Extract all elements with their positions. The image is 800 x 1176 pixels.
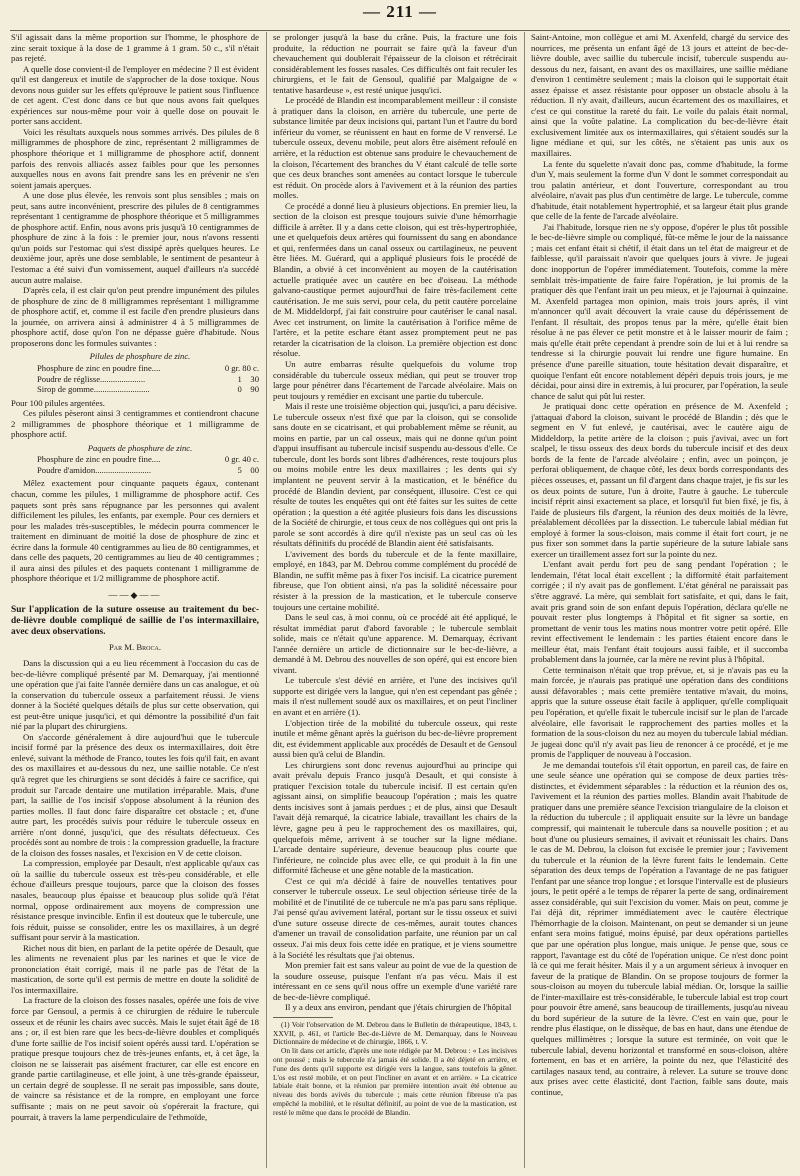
paragraph: Saint-Antoine, mon collègue et ami M. Axenfeld, chargé du service des nourrices, me présenta un enfant âgé de 13 jours et atteint de bec-de-lièvre double, avec saillie du tubercule incisif, tubercule suspendu au-dessous du nez, faisant, en avant des os maxillaires, une saillie médiane d'environ 1 centimètre seulement ; mais la cloison qui le supportait était assez épaisse et assez résistante pour opposer un obstacle absolu à la réduction. Il n'y avait, d'ailleurs, aucun écartement des os maxillaires, et c'est ce qui constitue la rareté du fait. Le voile du palais était normal, ainsi que la voûte palatine. La complication du bec-de-lièvre était exclusivement limitée aux os intermaxillaires, qui s'étaient soudés sur la ligne médiane et qui, sur les côtés, ne s'étaient pas unis aux os maxillaires. — [531, 32, 788, 159]
article-title: Sur l'application de la suture osseuse au traitement du bec-de-lièvre double compliqué de saillie de l'os intermaxillaire, avec deux observations. — [11, 605, 259, 638]
paragraph: C'est ce qui m'a décidé à faire de nouvelles tentatives pour conserver le tubercule osseux. Le seul objection sérieuse tirée de la mobilité et de l'inutilité de ce tubercule ne m'a pas paru sans réplique. J'ai pensé qu'au avivement latéral, portant sur le tissu osseux et suivi d'une suture osseuse directe de ces-mêmes, aurait toutes chances d'amener un travail de consolidation parfaite, une réunion par un cal osseux. J'ai mis deux fois cette idée en pratique, et je viens soumettre à la Société les résultats que j'ai obtenus. — [273, 875, 517, 960]
footnote: On lit dans cet article, d'après une note rédigée par M. Debrou : « Les incisives ont poussé ; mais le tubercule n'a jamais été solide. Il a été déjeté en arrière, et l'une des dents qu'il supporte est dirigée vers la langue, sans toutefois la gêner. L'os est resté mobile, et on peut l'incliner en avant et en arrière. » La cicatrice labiale était bonne, et la réunion par première intention avait été obtenue au niveau des bords avivés du tubercule ; mais cette réunion fibreuse n'a pas empêché la mobilité, et le résultat définitif, au point de vue de la mastication, est resté le même que dans le procédé de Blandin. — [273, 1046, 517, 1117]
ingredient-name: Poudre de réglisse..................... — [37, 373, 146, 384]
paragraph: Le procédé de Blandin est incomparablement meilleur : il consiste à pratiquer dans la cloison, en arrière du tubercule, une perte de substance limitée par deux incisions qui, partant l'un et l'autre du bord inférieur du vomer, se réunissent en haut en forme de V renversé. Le tubercule osseux, devenu mobile, peut alors être aisément refoulé en arrière, et la réduction est obtenue sans produire le chevauchement de la cloison, l'écartement des branches du V étant calculé de telle sorte que ces deux branches sont amenées au contact lorsque le tubercule est réduit. On procède alors à l'avivement et à la réunion des parties molles. — [273, 95, 517, 201]
paragraph: La compression, employée par Desault, n'est applicable qu'aux cas où la saillie du tubercule osseux est très-peu considérable, et elle échoue d'ailleurs presque toujours, parce que la cloison des fosses nasales, beaucoup plus épaisse et beaucoup plus solide qu'à l'état normal, oppose ordinairement aux moyens de compression une résistance presque invincible. Enfin il est douteux que le tubercule, une fois réduit, puisse se consolider, entre les os maxillaires, à un degré suffisant pour servir à la mastication. — [11, 858, 259, 943]
paragraph: Les chirurgiens sont donc revenus aujourd'hui au principe qui avait prévalu depuis Franco jusqu'à Desault, et qui consiste à pratiquer l'excision totale du tubercule incisif. Il est certain qu'en agissant ainsi, on simplifie beaucoup l'opération ; mais les quatre dents incisives sont à jamais perdues ; et de plus, ainsi que Desault l'avait déjà remarqué, la cicatrice labiale, travaillant les chairs de la lèvre, gagne peu à peu le rapprochement des os maxillaires, qui, quelquefois même, arrivent à se toucher sur la ligne médiane. L'arcade dentaire supérieure, devenue beaucoup plus courte que l'inférieure, ne coïncide plus avec elle, ce qui produit à la fin une difformité fâcheuse et une gêne notable de la mastication. — [273, 759, 517, 876]
paragraph: L'objection tirée de la mobilité du tubercule osseux, qui reste inutile et même gênant après la guérison du bec-de-lièvre proprement dit, est évidemment applicable aux procédés de Desault et de Gensoul aussi bien qu'à celui de Blandin. — [273, 717, 517, 760]
paragraph: L'avivement des bords du tubercule et de la fente maxillaire, employé, en 1843, par M. Debrou comme complément du procédé de Blandin, ne suffit même pas à fixer l'os incisif. La cicatrice purement fibreuse, que l'on obtient ainsi, n'a pas la solidité nécessaire pour résister à la pression de la mastication, et le tubercule conserve toujours une certaine mobilité. — [273, 548, 517, 612]
ingredient-name: Phosphure de zinc en poudre fine.... — [37, 362, 161, 373]
paragraph: Richet nous dit bien, en parlant de la petite opérée de Desault, que les aliments ne revenaient plus par les narines et que le vice de prononciation était corrigé, mais il ne parle pas de l'état de la mastication, de sorte qu'il est permis de mettre en doute la solidité de l'os intermaxillaire. — [11, 942, 259, 995]
paragraph: Ces pilules pèseront ainsi 3 centigrammes et contiendront chacune 2 milligrammes de phosphore théorique et 1 milligramme de phosphore actif. — [11, 408, 259, 440]
paragraph: S'il agissait dans la même proportion sur l'homme, le phosphore de zinc serait toxique à la dose de 1 gramme à 1 gram. 50 c., s'il n'était pas rejeté. — [11, 32, 259, 64]
column-middle — [273, 32, 517, 1170]
column-rule-right — [524, 32, 525, 1168]
ornament-divider: ——◆—— — [108, 589, 162, 600]
paragraph: Le tubercule s'est dévié en arrière, et l'une des incisives qu'il supporte est dirigée vers la langue, qui n'en est cependant pas gênée ; mais il n'est nullement soudé aux os maxillaires, et on peut l'incliner en avant et en arrière (1). — [273, 675, 517, 717]
paragraph: Cette terminaison n'était que trop prévue, et, si je n'avais pas eu la main forcée, je n'aurais pas pratiqué une opération dans des conditions aussi défavorables ; mais cette première tentative m'avait, du moins, appris que la suture osseuse était facile à appliquer, qu'elle compliquait peu l'opération, et qu'elle fixait le tubercule incisif sur le plan de l'arcade alvéolaire, elle favorisait le rapprochement des parties molles et la formation de la sous-cloison du nez au moyen du tubercule labial médian. Je jugeai donc qu'il n'y avait pas lieu de renoncer à ce procédé, et je me promis de l'appliquer de nouveau à l'occasion. — [531, 664, 788, 760]
paragraph: Un autre embarras résulte quelquefois du volume trop considérable du tubercule osseux médian, qui peut se trouver trop large pour pénétrer dans l'écartement de l'arcade alvéolaire. Mais on peut toujours y remédier en excisant une partie du tubercule. — [273, 358, 517, 401]
paragraph: Dans le seul cas, à moi connu, où ce procédé ait été appliqué, le résultat immédiat parut d'abord favorable ; le tubercule semblait solide, mais ce n'était qu'une apparence. M. Demarquay, écrivant l'année dernière un article de dictionnaire sur le bec-de-lièvre, a demandé à M. Debrou des nouvelles de son opéré, qui est encore bien vivant. — [273, 612, 517, 675]
formula-row — [21, 363, 259, 374]
paragraph: Mêlez exactement pour cinquante paquets égaux, contenant chacun, comme les pilules, 1 milligramme de phosphore actif. Ces paquets sont près sans répugnance par les personnes qui avalent difficilement les pilules, les enfants, par exemple. Pour ces derniers et pour les malades très-susceptibles, le médecin pourra commencer le traitement en diminuant de moitié la dose de phosphure de zinc et écrire dans la formule 40 centigrammes au lieu de 80 centigrammes, et dans celle des paquets, 20 centigrammes au lieu de 40 centigrammes ; il aura ainsi des pilules et des paquets contenant 1 milligramme de phosphore théorique et 1/2 milligramme de phosphore actif. — [11, 478, 259, 584]
footnote-rule — [273, 1017, 333, 1018]
ingredient-name: Phosphure de zinc en poudre fine.... — [37, 454, 161, 465]
formula-row — [21, 454, 259, 465]
page-number: — 211 — — [362, 2, 438, 21]
paragraph: Il y a deux ans environ, pendant que j'étais chirurgien de l'hôpital — [285, 1002, 512, 1013]
ingredient-qty: 0 gr. 40 c. — [224, 454, 259, 465]
column-right — [531, 32, 788, 1170]
article-author: Par M. Broca. — [108, 642, 162, 653]
paragraph: La fracture de la cloison des fosses nasales, opérée une fois de vive force par Gensoul, a permis à ce chirurgien de réduire le tubercule osseux et de réunir les chairs avec succès. Mais le sujet était âgé de 18 ans ; or, il est bien rare que les becs-de-lièvre doubles et compliqués d'une forte saillie de l'os incisif soient opérés aussi tard. L'opération se pratique presque toujours chez de très-jeunes enfants, et, à cet âge, la cloison ne se laisserait pas aisément fracturer, car elle est encore en grande partie cartilagineuse, et elle joint, à une très-grande épaisseur, un certain degré de souplesse. Il ne serait pas impossible, sans doute, de vaincre sa résistance et de la rompre, en employant une force suffisante ; mais on ne peut savoir où s'opérerait la fracture, qui pourrait, à travers la lame perpendiculaire de l'ethmoïde, — [11, 995, 259, 1122]
paragraph: J'ai l'habitude, lorsque rien ne s'y oppose, d'opérer le plus tôt possible le bec-de-lièvre simple ou compliqué, fût-ce même le jour de la naissance ; mais cet enfant était si chétif, il était dans un tel état de maigreur et de faiblesse, qu'il paraissait n'avoir que quelques jours à vivre. Je jugeai donc inopportun de l'opérer immédiatement. Toutefois, comme la mère semblait très-impatiente de faire faire l'opération, je lui promis de la pratiquer dès que l'enfant irait un peu mieux, et je l'ajournai à quinzaine. M. Axenfeld partagea mon opinion, mais trois jours après, il vint m'annoncer qu'il avait découvert la vraie cause du dépérissement de l'enfant. Il résultait, des propos tenus par la mère, qu'elle était bien résolue à ne pas élever ce petit monstre et à le laisser mourir de faim ; mais qu'elle était prête cependant à prendre soin de lui et à lui rendre sa tendresse si la chirurgie pouvait lui rendre une figure humaine. En présence d'une pareille situation, toute hésitation devait disparaître, et quoique l'enfant eût encore notablement dépéri depuis trois jours, je me décidai, pour ainsi dire in extremis, à lui procurer, par l'opération, la seule chance de salut qui pût lui rester. — [531, 221, 788, 401]
paragraph: On s'accorde généralement à dire aujourd'hui que le tubercule incisif formé par la présence des deux os intermaxillaires, doit être enlevé, suivant la méthode de Franco, toutes les fois qu'il fait, en avant des os maxillaires et au-dessous du nez, une saillie notable. Ce n'est qu'à regret que les chirurgiens se sont décidés à faire ce sacrifice, qui produit sur l'arcade dentaire une mutilation irréparable. Mais, d'une part, la saillie de l'os incisif s'oppose absolument à la réunion des parties molles. Il faut donc faire disparaître cet obstacle ; et, d'une autre part, les procédés suivis pour réduire le tubercule osseux en arrière n'ont donné, jusqu'ici, que des résultats défectueux. Ces procédés sont au nombre de trois : la compression graduelle, la fracture de la cloison des fosses nasales, et l'excision en V de cette cloison. — [11, 731, 259, 858]
paragraph: A quelle dose convient-il de l'employer en médecine ? Il est évident qu'il est dangereux et inutile de s'approcher de la dose toxique. Nous devons nous guider sur les effets qu'éprouve le patient sous l'influence de cet agent. C'est donc dans ce but que nous avons fait quelques expériences sur nous-même pour voir à quelle dose on pouvait le porter sans accident. — [11, 63, 259, 127]
paragraph: Dans la discussion qui a eu lieu récemment à l'occasion du cas de bec-de-lièvre compliqué présenté par M. Demarquay, j'ai mentionné une opération que j'ai faite l'année dernière dans un cas analogue, et où la conservation du tubercule osseux a parfaitement réussi. Je viens donner à la Société quelques détails de plus sur cette observation, qui est peut-être unique jusqu'ici, et qui démontre la possibilité d'un fait nié par la plupart des chirurgiens. — [11, 657, 259, 732]
formula-pills — [21, 351, 259, 394]
ingredient-name: Poudre d'amidon.......................... — [37, 464, 151, 475]
ingredient-name: Sirop de gomme.......................... — [37, 384, 150, 395]
footnote: (1) Voir l'observation de M. Debrou dans le Bulletin de thérapeutique, 1843, t. XXVII, p. 461, et l'article Bec-de-Lièvre de M. Demarquay, dans le Nouveau Dictionnaire de médecine et de chirurgie, 1866, t. V. — [273, 1019, 517, 1047]
formula-title: Paquets de phosphure de zinc. — [87, 442, 193, 453]
paragraph: se prolonger jusqu'à la base du crâne. Puis, la fracture une fois produite, la réduction ne pourrait se faire qu'à la faveur d'un chevauchement qui doublerait l'épaisseur de la cloison et rétrécirait considérablement les fosses nasales. Ces difficultés ont fait reculer les chirurgiens, et le fait de Gensoul, qualifié par Malgaigne de « tentative hasardeuse », est resté unique jusqu'ici. — [273, 32, 517, 95]
column-rule-left — [266, 32, 267, 1168]
formula-row — [21, 384, 259, 395]
header-rule — [10, 30, 790, 31]
paragraph: Ce procédé a donné lieu à plusieurs objections. En premier lieu, la section de la cloison est presque toujours suivie d'une hémorrhagie difficile à arrêter. Il y a dans cette cloison, qui est très-hypertrophiée, une et quelquefois deux artères qui fournissent du sang en abondance et qui, renfermées dans un canal osseux ou cartilagineux, ne peuvent être liées. M. Guérard, qui a appliqué plusieurs fois le procédé de Blandin, a obvié à cet inconvénient au moyen de la cautérisation actuelle pratiquée avec un cautère en bec d'oiseau. La méthode galvano-caustique permet aujourd'hui de faire très-facilement cette cautérisation. Je me suis servi, pour cela, du petit cautère porcelaine de M. Middeldorpf, j'ai fait construire pour cautériser le canal nasal. Avec cet instrument, on limite la cautérisation à l'orifice même de l'artère, et la petite eschare étant assez promptement peut ne pas retarder la cicatrisation de la cloison. La première objection est donc résolue. — [273, 200, 517, 359]
paragraph: Voici les résultats auxquels nous sommes arrivés. Des pilules de 8 milligrammes de phosphore de zinc, représentant 2 milligrammes de phosphore théorique et 1 milligramme de phosphore actif, donnent parfois des renvois alliacés assez faibles pour que les personnes auxquelles nous en avons fait prendre sans les en prévenir ne s'en soient jamais aperçues. — [11, 126, 259, 190]
column-left — [11, 32, 259, 1170]
formula-row — [21, 465, 259, 476]
ingredient-qty: 0 90 — [237, 384, 259, 395]
paragraph: L'enfant avait perdu fort peu de sang pendant l'opération ; le lendemain, l'état local était excellent ; la difformité était parfaitement corrigée ; il n'y avait pas de gonflement. L'état général ne paraissait pas s'être aggravé. La mère, qui semblait fort satisfaite, et qui, dans le fait, avait pris grand soin de son enfant depuis l'opération, déclara qu'elle ne pouvait rester plus longtemps à l'hôpital et fit signer sa sortie, en promettant de venir tous les matins nous montrer votre petit opéré. Elle revint effectivement le lendemain : les parties étaient encore dans le meilleur état, mais l'enfant était toujours aussi faible, et il succomba probablement dans la journée, car la mère ne revint plus à l'hôpital. — [531, 559, 788, 665]
ingredient-qty: 1 30 — [237, 373, 259, 384]
paragraph: Mais il reste une troisième objection qui, jusqu'ici, a paru décisive. Le tubercule osseux n'est fixé que par la cloison, qui se consolide sans doute en se cicatrisant, et qui probablement même se réunit, au moins en partie, par un cal osseux, mais qui ne donne qu'un point d'appui insuffisant au tubercule incisif suspendu au-dessous d'elle. Ce tubercule, dont les bords sont libres d'adhérences, reste toujours plus ou moins mobile entre les deux maxillaires ; les dents qui s'y implantent ne peuvent servir à la mastication, et le bénéfice du procédé de Blandin devient, par conséquent, illusoire. C'est ce qui résulte de toutes les enquêtes qui ont été faites sur les suites de cette opération ; la question a été agitée plusieurs fois dans les discussions de la Société de chirurgie, et tous ceux de nos collègues qui ont pris la parole se sont accordés à dire qu'il n'existe pas un seul cas où les résultats définitifs du procédé de Blandin aient été satisfaisants. — [273, 401, 517, 549]
paragraph: A une dose plus élevée, les renvois sont plus sensibles ; mais on peut, sans autre inconvénient, prescrire des pilules de 8 centigrammes représentant 1 centigramme de phosphore théorique et 5 milligrammes de phosphore actif. Enfin, nous avons pris jusqu'à 10 centigrammes de phosphure de zinc à la fois : le premier jour, nous n'avons ressenti qu'un poids sur l'estomac qui s'est dissipé après quelques heures. Le deuxième jour, après une dose semblable, le sentiment de pesanteur à l'estomac a été suivi d'un vomissement, auquel d'ailleurs n'a succédé aucun autre malaise. — [11, 190, 259, 285]
formula-title: Pilules de phosphure de zinc. — [89, 351, 191, 362]
ingredient-qty: 0 gr. 80 c. — [224, 362, 259, 373]
formula-packets — [21, 443, 259, 476]
paragraph: Mon premier fait est sans valeur au point de vue de la question de la soudure osseuse, puisque l'enfant n'a pas vécu. Mais il est intéressant en ce sens qu'il nous offre un exemple d'une variété rare de bec-de-lièvre compliqué. — [273, 960, 517, 1002]
paragraph: D'après cela, il est clair qu'on peut prendre impunément des pilules de phosphure de zinc de 8 milligrammes représentant 1 milligramme de phosphore actif, et, comme il est facile d'en prendre plusieurs dans la journée, on arrivera ainsi à administrer 4 à 5 milligrammes de phosphore actif, dose qu'on l'on ne dépasse guère d'habitude. Nous proposerons donc les formules suivantes : — [11, 285, 259, 348]
paragraph: Je pratiquai donc cette opération en présence de M. Axenfeld ; j'attaquai d'abord la cloison, suivant le procédé de Blandin ; dès que le segment en V fut enlevé, je cautérisai, avec le cautère aigu de Middeldorp, la petite artère de la cloison ; puis j'avivai, avec un fort scalpel, le tissu osseux des deux bords du tubercule incisif et des deux bords de la fente de l'arcade alvéolaire ; enfin, avec un poinçon, je perforai obliquement, de chaque côté, les deux bords correspondants des pièces osseuses, et, passant un fil d'argent dans chaque trajet, je fis sur les os deux points de suture, l'un à droite, l'autre à gauche. Le tubercule incisif réprit ainsi exactement sa place, et lorsqu'il fut bien fixé, je fis, à l'aide de plusieurs fils d'argent, la réunion des deux moitiés de la lèvre, préalablement décollées par la dissection. Le tubercule labial médian fut employé à former la sous-cloison, mais comme il était fort court, je ne pus fixer son sommet dans la partie supérieure de la suture labiale sans exercer un tiraillement assez fort sur la pointe du nez. — [531, 401, 788, 559]
formula-note: Pour 100 pilules argentées. — [11, 397, 105, 408]
paragraph: Je me demandai toutefois s'il était opportun, en pareil cas, de faire en une seule séance une opération qui se compose de deux parties très-distinctes, et évidemment séparables : la réduction et la réunion des os, l'avivement et la réunion des parties molles. Blandin avait l'habitude de pratiquer dans une première séance l'excision triangulaire de la cloison et la réduction du tubercule ; il appliquait ensuite sur la lèvre un bandage compressif, qui maintenait le tubercule dans sa nouvelle position ; et au bout d'une ou plusieurs semaines, il avivait et réunissait les chairs. Dans le cas de M. Debrou, la cloison fut excisée le premier jour ; l'avivement du tubercule et la réunion de la lèvre furent faits le lendemain. Cette séparation des deux temps de l'opération a l'avantage de ne pas fatiguer l'enfant par une séance trop longue ; et lorsque l'intervalle est de plusieurs jours, le petit opéré a le temps de réparer la perte de sang, ordinairement assez considérable, qui suit l'excision du vomer. Mais on peut, comme je l'ai déjà dit, réprimer immédiatement avec le cautère électrique l'hémorrhagie de la cloison. Maintenant, on peut se demander si un jeune enfant sera moins fatigué, moins épuisé, par deux opérations partielles que par une opération plus longue, mais unique. Je pense que, sous ce rapport, l'avantage est du côté de l'opération unique. Ce n'est donc point là ce qui me ferait hésiter. Mais il y a un argument sérieux à invoquer en faveur de la pratique de Blandin. On se propose toujours de former la sous-cloison au moyen du tubercule labial médian. Or, lorsque la saillie de l'inter-maxillaire est très-considérable, le tubercule labial est trop court pour pouvoir être amené, sans beaucoup de tiraillements, jusqu'au niveau du bord supérieur de la suture de la lèvre. C'est en vain que, pour le rendre plus élastique, on le dissèque, de bas en haut, dans une étendue de quelques millimètres ; lorsque la suture est terminée, on voit que le tubercule labial, devenu horizontal et transformé en sous-cloison, altère fortement, en bas et en arrière, la pointe du nez, que l'élasticité des cartilages nasaux tend, au contraire, à relever. La suture se trouve donc aux prises avec cette élasticité, dont l'action, faible sans doute, mais continue, — [531, 759, 788, 1097]
paragraph: La fente du squelette n'avait donc pas, comme d'habitude, la forme d'un Y, mais seulement la forme d'un V dont le sommet correspondait au trou palatin antérieur, et dont l'ouverture, correspondant au trou alvéolaire, n'avait pas plus d'un centimètre de large. Le tubercule, comme d'habitude, était notablement hypertrophié, et sa largeur était plus grande que celle de la fente de l'arcade alvéolaire. — [531, 158, 788, 222]
ingredient-qty: 5 00 — [237, 464, 259, 475]
formula-row — [21, 374, 259, 385]
